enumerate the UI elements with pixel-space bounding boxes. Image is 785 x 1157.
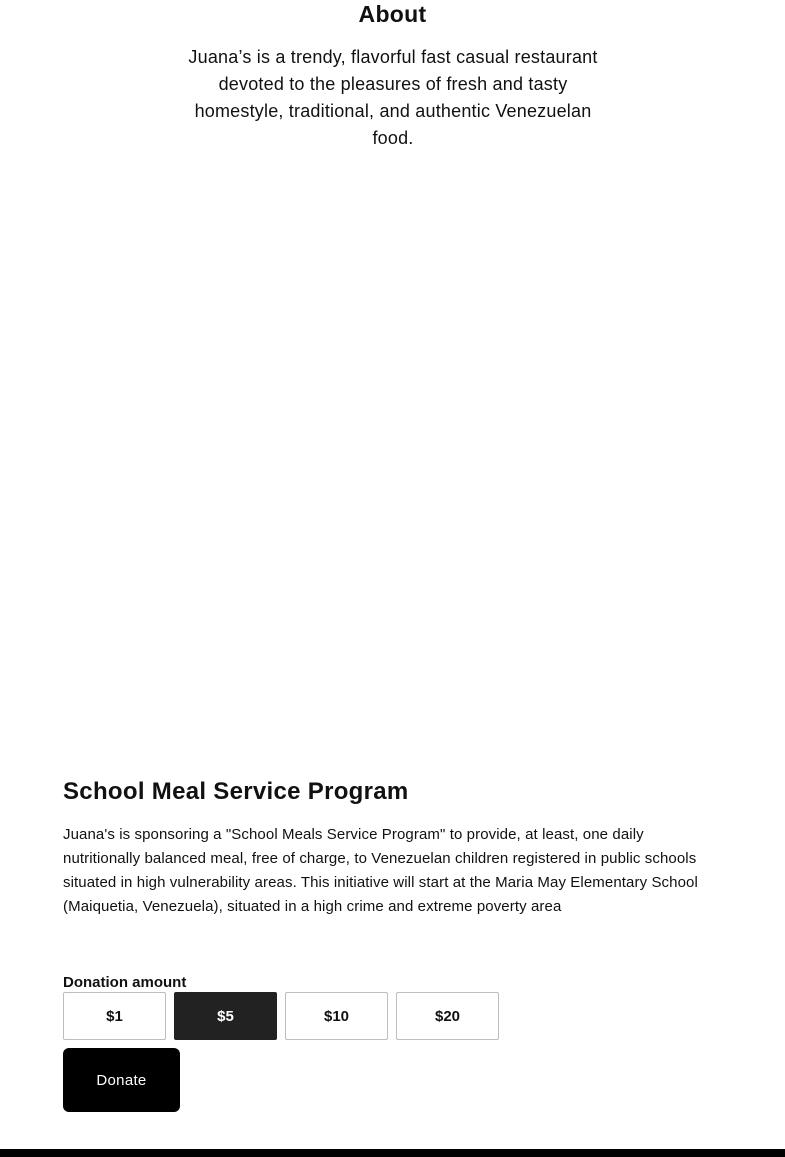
program-title: School Meal Service Program xyxy=(63,778,409,805)
about-text: Juana’s is a trendy, flavorful fast casual restaurant devoted to the pleasures of fresh and tasty homestyle, traditional, and authentic Venezuelan food. xyxy=(188,47,598,148)
school-meal-program-section xyxy=(63,775,723,919)
amount-option-5[interactable]: $5 xyxy=(174,992,277,1040)
donate-button[interactable]: Donate xyxy=(63,1048,180,1112)
donation-amount-label: Donation amount xyxy=(63,974,187,991)
about-title: About xyxy=(358,1,427,27)
amount-option-10[interactable]: $10 xyxy=(285,992,388,1040)
amount-option-1[interactable]: $1 xyxy=(63,992,166,1040)
program-description: Juana's is sponsoring a "School Meals Service Program" to provide, at least, one daily nutritionally balanced meal, free of charge, to Venezuelan children registered in public schools situated in high vulnerability areas. This initiative will start at the Maria May Elementary School (Maiquetia, Venezuela), situated in a high crime and extreme poverty area xyxy=(63,826,698,915)
amount-option-20[interactable]: $20 xyxy=(396,992,499,1040)
donation-amount-options xyxy=(63,992,507,1040)
footer-bar xyxy=(0,1149,785,1157)
